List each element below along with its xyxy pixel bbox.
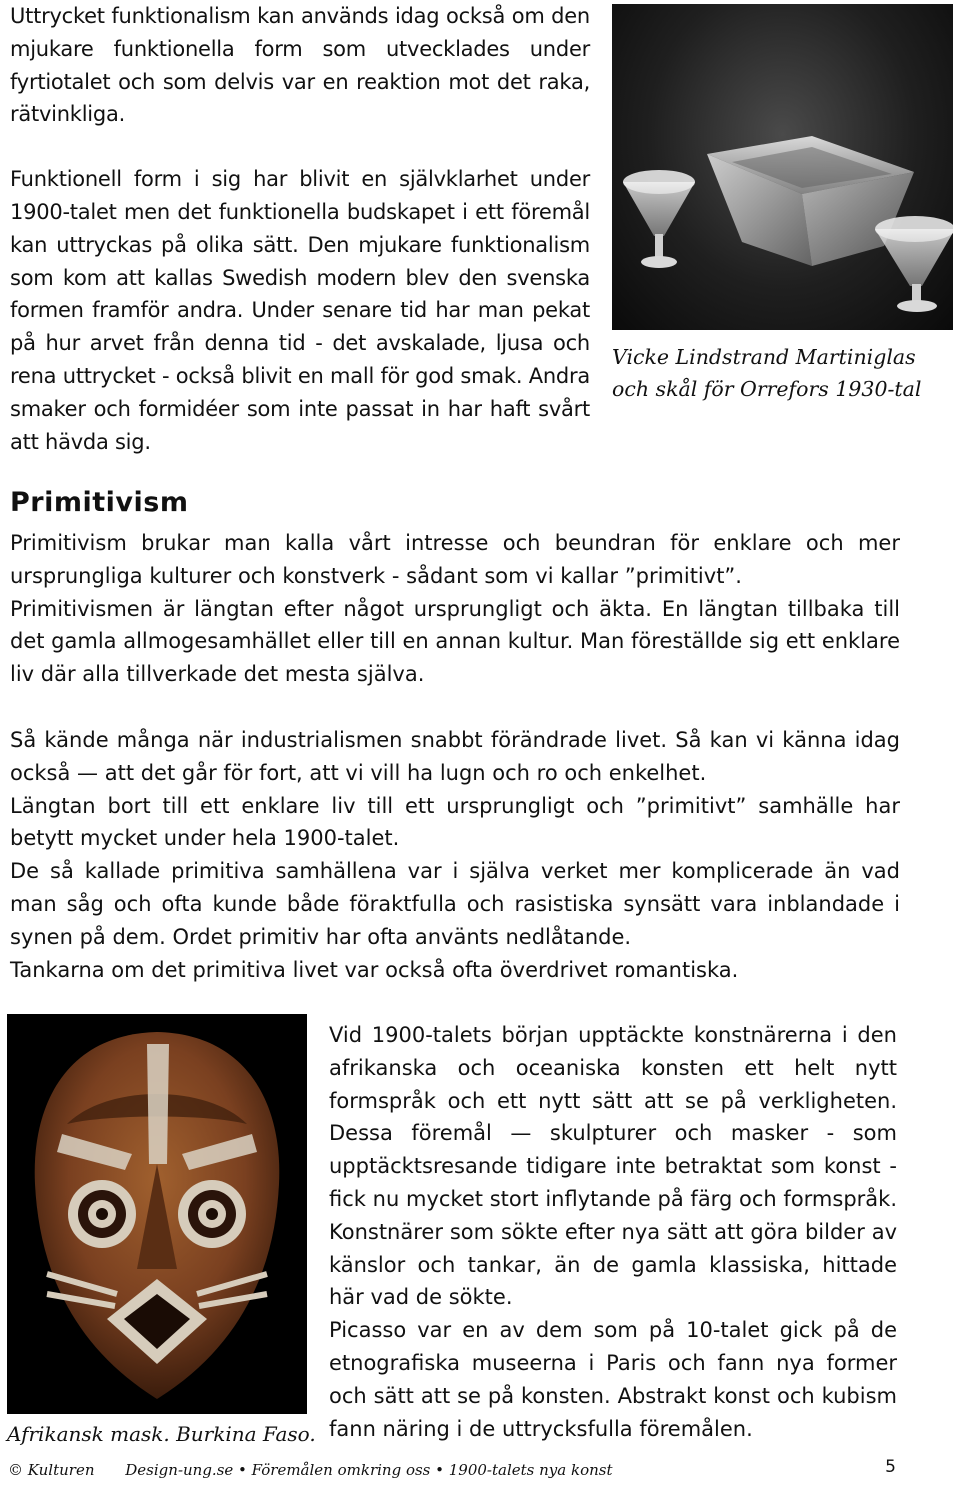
primitivism-line-2: Primitivismen är längtan efter något ursprungligt och äkta. En längtan tillbaka till det gamla allmogesamhället eller till en annan kultur. Man föreställde sig ett enklare liv där alla tillverkade det mesta själva.	[10, 596, 900, 687]
glassware-illustration	[612, 4, 953, 330]
primitivism-text-2	[10, 724, 900, 986]
side-paragraph-1: Vid 1900-talets början upptäckte konstnärerna i den afrikanska och oceaniska konsten ett helt nytt formspråk och ett nytt sätt att se på verkligheten. Dessa föremål — skulpturer och masker - som upptäcktsresande tidigare inte betraktat som konst - fick nu mycket stort inflytande på färg och formspråk. Konstnärer som sökte efter nya sätt att göra bilder av känslor och tankar, än de gamla klassiska, hittade här vad de sökte.	[329, 1023, 897, 1310]
primitivism-line-1: Primitivism brukar man kalla vårt intresse och beundran för enklare och mer ursprungliga kulturer och konstverk - sådant som vi kallar ”primitivt”.	[10, 531, 900, 588]
mask-caption: Afrikansk mask. Burkina Faso.	[7, 1422, 316, 1446]
mask-photo	[7, 1014, 307, 1414]
page-footer	[8, 1457, 948, 1485]
footer-site: Design-ung.se • Föremålen omkring oss • 1900-talets nya konst	[125, 1461, 613, 1479]
section-heading: Primitivism	[10, 487, 189, 518]
footer-copyright: © Kulturen	[8, 1461, 95, 1479]
glass-caption: Vicke Lindstrand Martiniglas och skål för Orrefors 1930-tal	[612, 345, 922, 401]
primitivism-line-3: Så kände många när industrialismen snabbt förändrade livet. Så kan vi känna idag också — att det går för fort, att vi vill ha lugn och ro och enkelhet.	[10, 728, 900, 785]
side-paragraph-2: Picasso var en av dem som på 10-talet gick på de etnografiska museerna i Paris och fann nya former och sätt att se på konsten. Abstrakt konst och kubism fann näring i de uttrycksfulla föremålen.	[329, 1318, 897, 1441]
glass-photo	[612, 4, 953, 330]
page-number: 5	[885, 1457, 896, 1477]
intro-paragraph-1: Uttrycket funktionalism kan används idag också om den mjukare funktionella form som utvecklades under fyrtiotalet och som delvis var en reaktion mot det raka, rätvinkliga.	[10, 4, 590, 127]
side-text	[329, 1019, 897, 1445]
primitivism-text-1	[10, 527, 900, 691]
primitivism-line-5: De så kallade primitiva samhällena var i själva verket mer komplicerade än vad man såg och ofta kunde både föraktfulla och rasistiska synsätt vara inblandade i synen på dem. Ordet primitiv har ofta använts nedlåtande.	[10, 859, 900, 949]
intro-text	[10, 0, 590, 458]
african-mask-illustration	[7, 1014, 307, 1414]
primitivism-line-4: Längtan bort till ett enklare liv till ett ursprungligt och ”primitivt” samhälle har betytt mycket under hela 1900-talet.	[10, 793, 900, 851]
primitivism-line-6: Tankarna om det primitiva livet var också ofta överdrivet romantiska.	[10, 957, 739, 982]
intro-paragraph-2: Funktionell form i sig har blivit en självklarhet under 1900-talet men det funktionella budskapet i ett föremål kan uttryckas på olika sätt. Den mjukare funktionalism som kom att kallas Swedish modern blev den svenska formen framför andra. Under senare tid har man pekat på hur arvet från denna tid - det avskalade, ljusa och rena uttrycket - också blivit en mall för god smak. Andra smaker och formidéer som inte passat in har haft svårt att hävda sig.	[10, 167, 590, 454]
